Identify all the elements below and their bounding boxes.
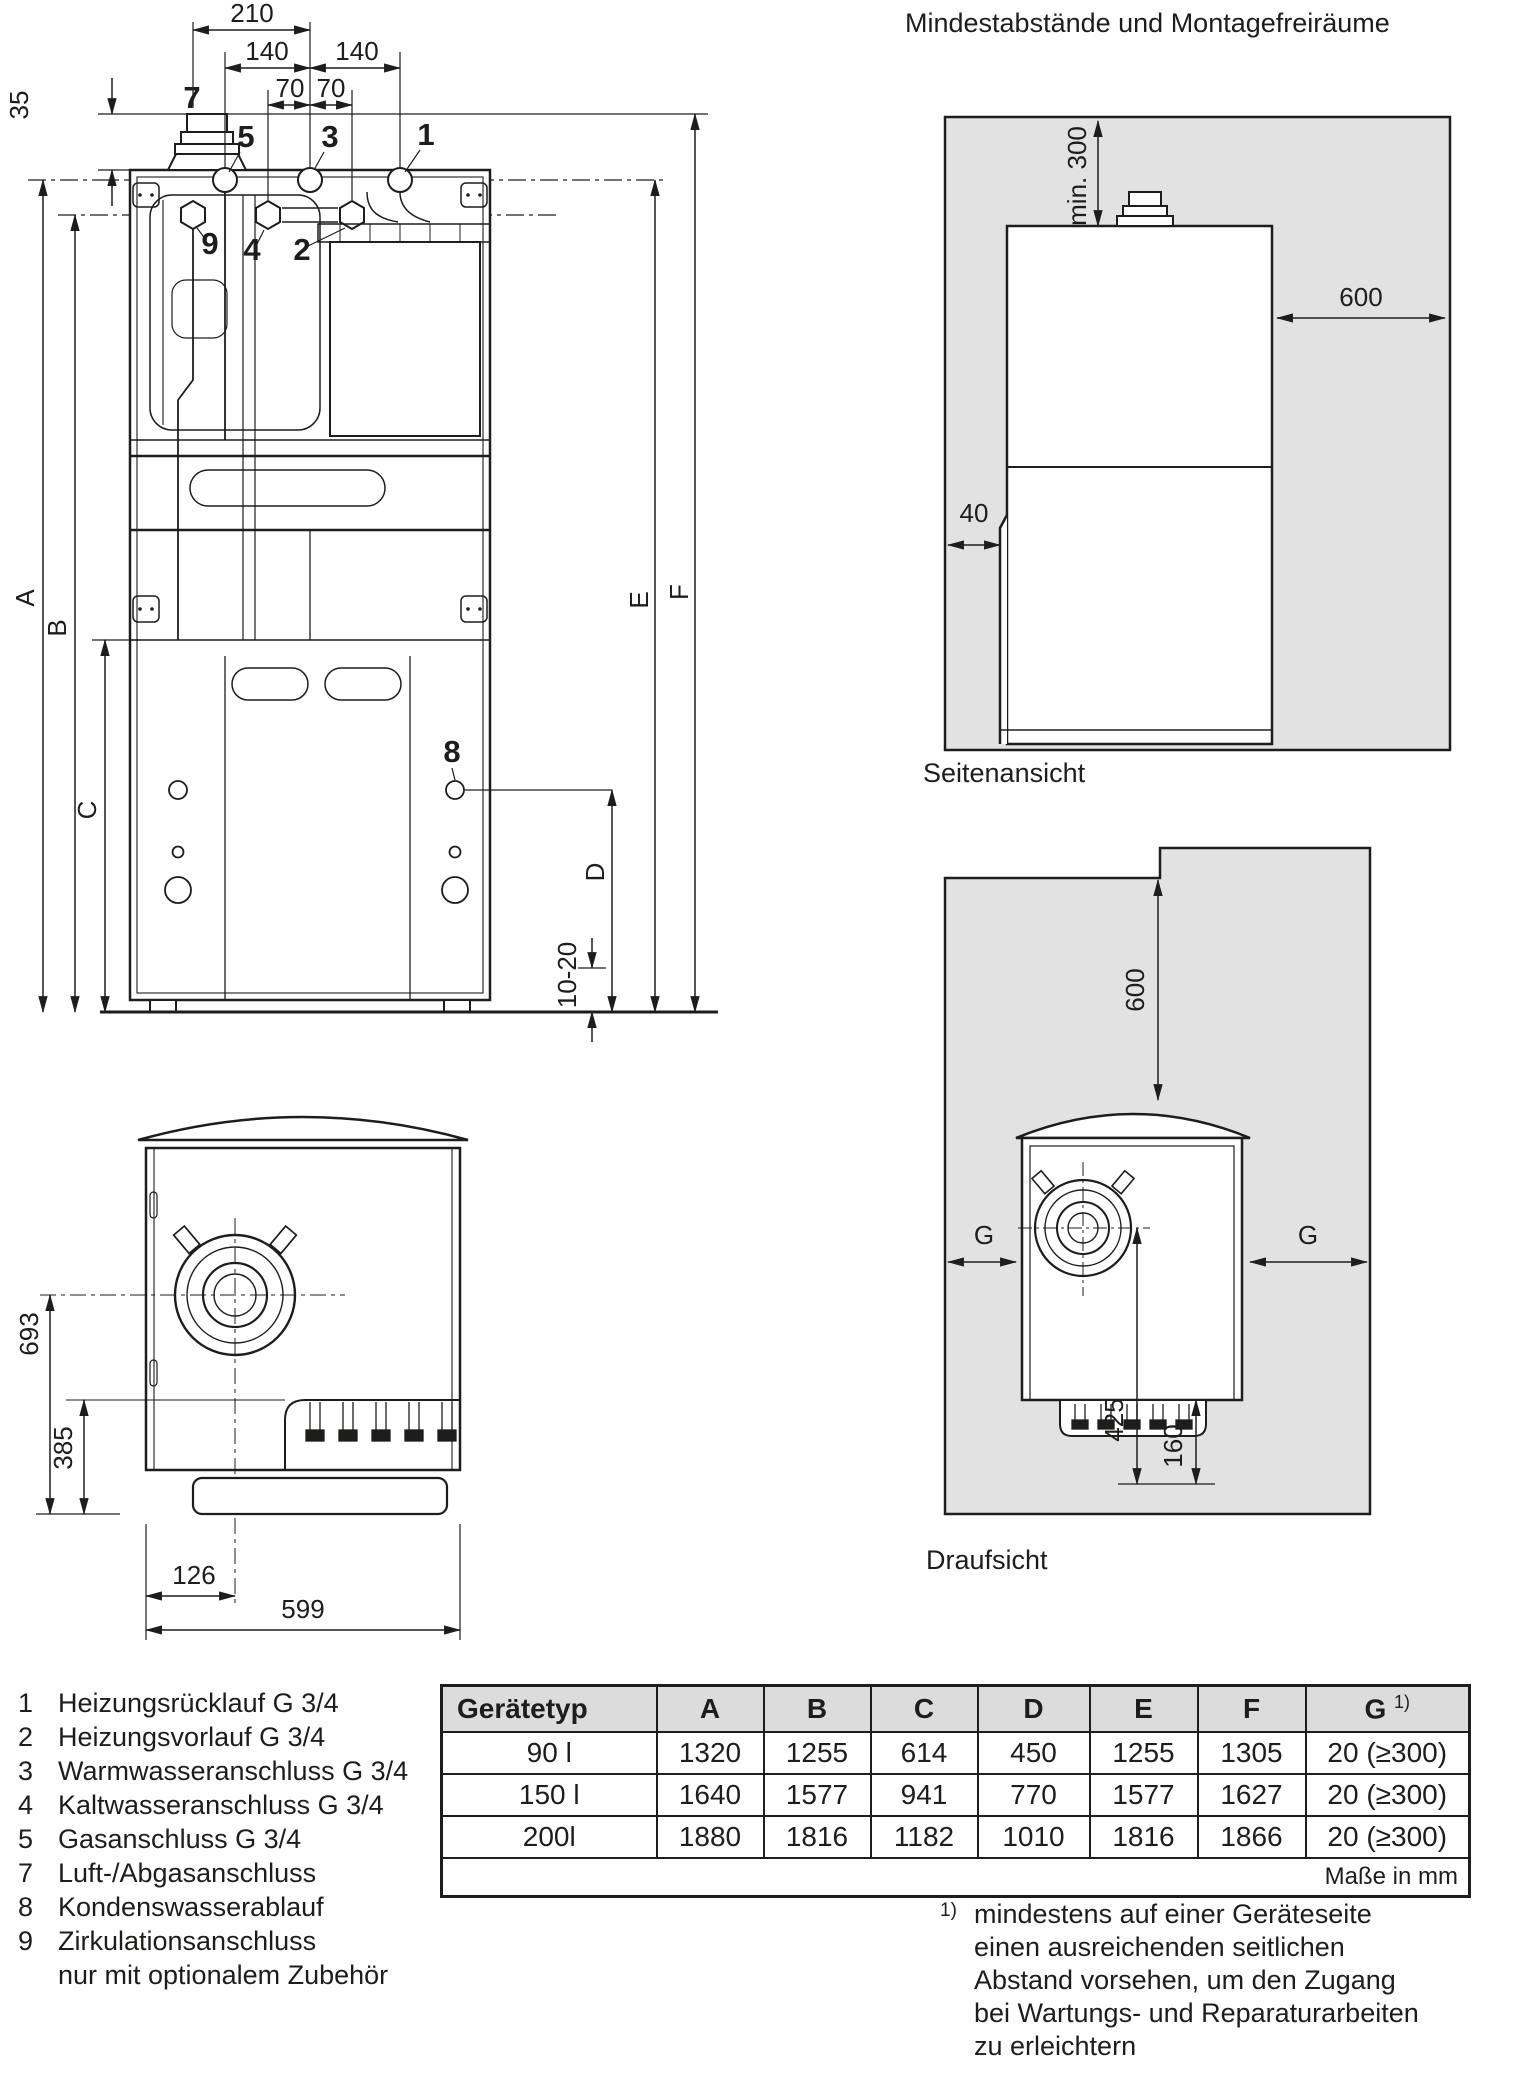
device-dimension-table bbox=[440, 1684, 1471, 1898]
table-cell: 20 (≥300) bbox=[1306, 1774, 1470, 1816]
dim-40-label: 40 bbox=[959, 498, 989, 528]
dim-126-label: 126 bbox=[172, 1560, 216, 1590]
table-footer-row bbox=[442, 1858, 1470, 1897]
top-view-drawing bbox=[945, 848, 1370, 1514]
table-cell: 1255 bbox=[1090, 1732, 1198, 1774]
table-header-row bbox=[442, 1686, 1470, 1733]
bottom-view-drawing bbox=[14, 1117, 468, 1640]
connection-3-label: 3 bbox=[321, 119, 339, 154]
legend-item-text: Luft-/Abgasanschluss bbox=[58, 1858, 317, 1888]
table-cell: 770 bbox=[978, 1774, 1090, 1816]
footnote-line: einen ausreichenden seitlichen bbox=[974, 1932, 1345, 1962]
table-header-b: B bbox=[764, 1686, 871, 1733]
table-header-g-footnote-marker: 1) bbox=[1394, 1692, 1411, 1713]
table-cell: 200l bbox=[442, 1816, 657, 1858]
legend-item-number: 7 bbox=[18, 1858, 34, 1888]
table-cell: 1640 bbox=[657, 1774, 764, 1816]
dim-G-right-label: G bbox=[1297, 1220, 1319, 1250]
footnote-line: Abstand vorsehen, um den Zugang bbox=[974, 1965, 1396, 1995]
table-header-f: F bbox=[1198, 1686, 1306, 1733]
dim-min-300-label: min. 300 bbox=[1062, 126, 1092, 226]
table-footnote bbox=[940, 1898, 1514, 2063]
legend-item bbox=[18, 1890, 408, 1924]
table-cell: 1577 bbox=[1090, 1774, 1198, 1816]
legend-item bbox=[18, 1924, 408, 1958]
table-cell: 1816 bbox=[764, 1816, 871, 1858]
table-cell: 614 bbox=[871, 1732, 978, 1774]
table-cell: 90 l bbox=[442, 1732, 657, 1774]
table-row bbox=[442, 1732, 1470, 1774]
table-cell: 1627 bbox=[1198, 1774, 1306, 1816]
legend-item bbox=[18, 1720, 408, 1754]
footnote-line: bei Wartungs- und Reparaturarbeiten bbox=[974, 1998, 1419, 2028]
table-cell: 1305 bbox=[1198, 1732, 1306, 1774]
table-cell: 20 (≥300) bbox=[1306, 1816, 1470, 1858]
footnote-line: zu erleichtern bbox=[974, 2031, 1137, 2061]
table-header-d: D bbox=[978, 1686, 1090, 1733]
bottom-view-top-cap bbox=[138, 1117, 468, 1140]
table-cell: 1320 bbox=[657, 1732, 764, 1774]
front-view-drawing bbox=[4, 0, 718, 1042]
connection-8-label: 8 bbox=[443, 734, 461, 769]
table-cell: 941 bbox=[871, 1774, 978, 1816]
side-view-drawing bbox=[945, 117, 1450, 750]
legend-item-number: 5 bbox=[18, 1824, 34, 1854]
dim-A-label: A bbox=[10, 589, 40, 607]
legend-item-number: 4 bbox=[18, 1790, 34, 1820]
legend-item-text: Kondenswasserablauf bbox=[58, 1892, 324, 1922]
right-foot bbox=[444, 1000, 470, 1012]
legend-item bbox=[18, 1822, 408, 1856]
table-header-e: E bbox=[1090, 1686, 1198, 1733]
table-cell: 1010 bbox=[978, 1816, 1090, 1858]
side-view-boiler-body bbox=[1007, 226, 1272, 744]
legend-item-number: 3 bbox=[18, 1756, 34, 1786]
dim-70-right-label: 70 bbox=[316, 73, 346, 103]
dim-210-label: 210 bbox=[230, 0, 274, 28]
connection-9-label: 9 bbox=[201, 226, 219, 261]
footnote-marker: 1) bbox=[940, 1900, 957, 1921]
dim-35-label: 35 bbox=[4, 90, 34, 120]
table-cell: 450 bbox=[978, 1732, 1090, 1774]
legend-item-text: Heizungsvorlauf G 3/4 bbox=[58, 1722, 326, 1752]
connection-legend bbox=[18, 1686, 408, 1992]
dim-693-label: 693 bbox=[14, 1312, 44, 1356]
dim-10-20-label: 10-20 bbox=[552, 941, 582, 1009]
connection-2-label: 2 bbox=[293, 232, 311, 267]
legend-item-text: Heizungsrücklauf G 3/4 bbox=[58, 1688, 339, 1718]
table-header-a: A bbox=[657, 1686, 764, 1733]
dim-D-label: D bbox=[580, 862, 610, 882]
table-row bbox=[442, 1816, 1470, 1858]
table-header-c: C bbox=[871, 1686, 978, 1733]
dim-C-label: C bbox=[72, 800, 102, 820]
dim-B-label: B bbox=[42, 619, 72, 637]
left-foot bbox=[150, 1000, 176, 1012]
side-view-caption: Seitenansicht bbox=[923, 758, 1086, 788]
table-header-g: G $^{1)}$ bbox=[1306, 1686, 1470, 1733]
table-cell: 1577 bbox=[764, 1774, 871, 1816]
connection-1-label: 1 bbox=[417, 117, 435, 152]
legend-item bbox=[18, 1788, 408, 1822]
legend-item-number: 1 bbox=[18, 1688, 34, 1718]
table-units-note: Maße in mm bbox=[442, 1858, 1470, 1897]
table-cell: 1255 bbox=[764, 1732, 871, 1774]
connection-7-label: 7 bbox=[183, 80, 201, 115]
dim-G-left-label: G bbox=[973, 1220, 995, 1250]
dim-385-label: 385 bbox=[48, 1426, 78, 1470]
legend-item-number: 2 bbox=[18, 1722, 34, 1752]
legend-item-text: Kaltwasseranschluss G 3/4 bbox=[58, 1790, 384, 1820]
top-view-caption: Draufsicht bbox=[926, 1545, 1048, 1575]
table-header-geraetetyp: Gerätetyp bbox=[442, 1686, 657, 1733]
table-cell: 1880 bbox=[657, 1816, 764, 1858]
dim-600-side-label: 600 bbox=[1339, 282, 1383, 312]
page-title: Mindestabstände und Montagefreiräume bbox=[905, 8, 1390, 38]
dim-599-label: 599 bbox=[281, 1594, 325, 1624]
legend-item bbox=[18, 1754, 408, 1788]
legend-item bbox=[18, 1856, 408, 1890]
table-row bbox=[442, 1774, 1470, 1816]
dim-140-left-label: 140 bbox=[245, 36, 289, 66]
table-cell: 1182 bbox=[871, 1816, 978, 1858]
table-cell: 1866 bbox=[1198, 1816, 1306, 1858]
legend-item-text: Zirkulationsanschluss bbox=[58, 1926, 317, 1956]
dim-70-left-label: 70 bbox=[275, 73, 305, 103]
connection-4-label: 4 bbox=[243, 232, 261, 267]
legend-item-text: Warmwasseranschluss G 3/4 bbox=[58, 1756, 409, 1786]
dim-160-label: 160 bbox=[1158, 1424, 1188, 1468]
dim-425-label: 425 bbox=[1099, 1398, 1129, 1442]
legend-item bbox=[18, 1686, 408, 1720]
dim-F-label: F bbox=[664, 584, 694, 600]
legend-item-number: 9 bbox=[18, 1926, 34, 1956]
legend-item-number: 8 bbox=[18, 1892, 34, 1922]
dim-140-right-label: 140 bbox=[335, 36, 379, 66]
dim-600-top-label: 600 bbox=[1120, 968, 1150, 1012]
connection-5-label: 5 bbox=[237, 119, 255, 154]
footnote-line: mindestens auf einer Geräteseite bbox=[974, 1899, 1372, 1929]
legend-item-text: Gasanschluss G 3/4 bbox=[58, 1824, 302, 1854]
legend-note: nur mit optionalem Zubehör bbox=[58, 1960, 389, 1990]
bottom-view-base-plinth bbox=[193, 1478, 447, 1514]
table-cell: 20 (≥300) bbox=[1306, 1732, 1470, 1774]
table-cell: 150 l bbox=[442, 1774, 657, 1816]
table-cell: 1816 bbox=[1090, 1816, 1198, 1858]
dim-E-label: E bbox=[624, 591, 654, 609]
